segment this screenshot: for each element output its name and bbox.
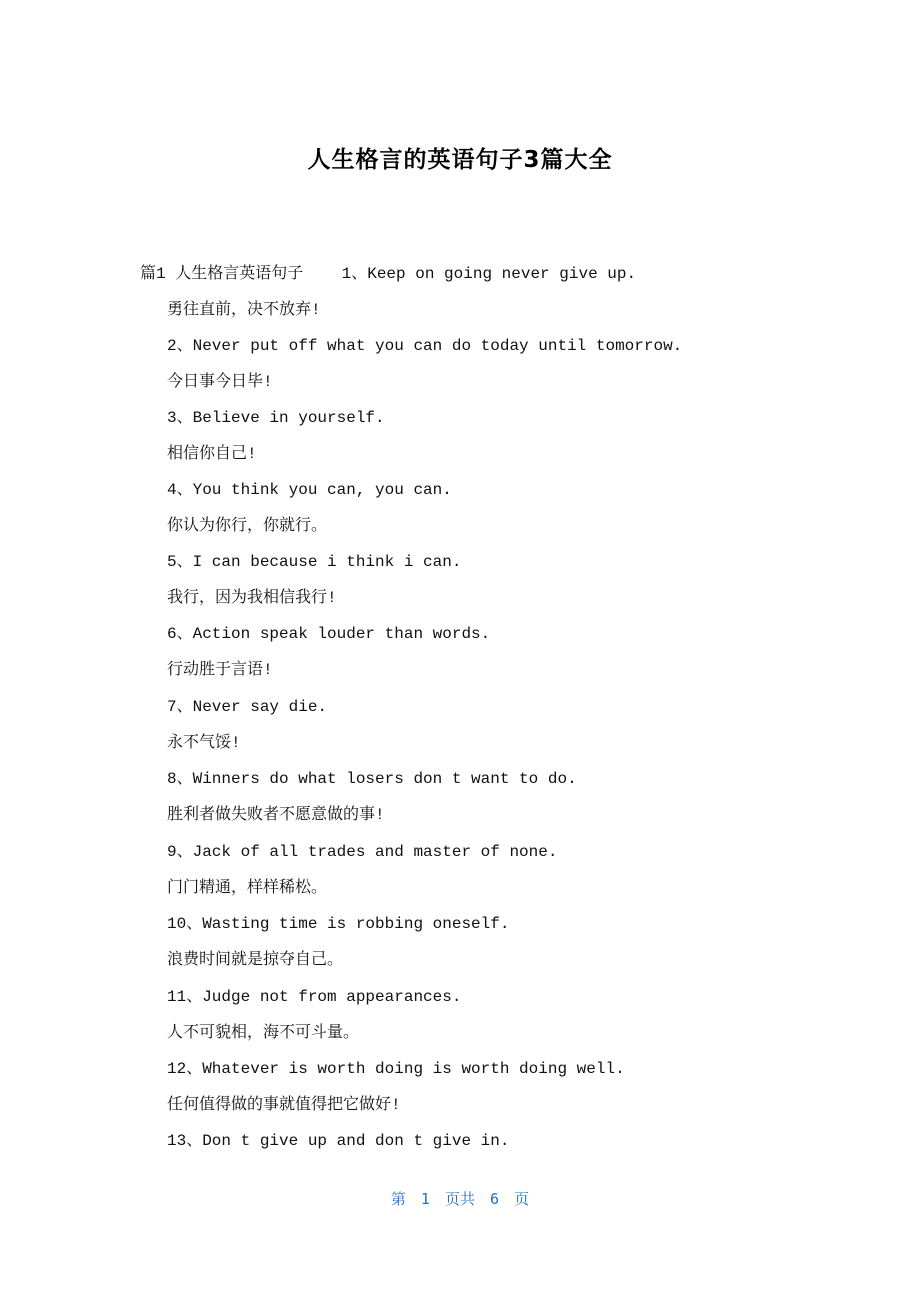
quote-english: 8、Winners do what losers don t want to do. (167, 770, 577, 788)
first-line (140, 264, 636, 284)
quote-chinese: 永不气馁! (167, 734, 241, 752)
quote-chinese: 行动胜于言语! (167, 661, 273, 679)
quote-english: 5、I can because i think i can. (167, 553, 462, 571)
quote-chinese: 浪费时间就是掠夺自己。 (167, 951, 344, 969)
quote-english: 4、You think you can, you can. (167, 481, 452, 499)
quote-english: 7、Never say die. (167, 698, 328, 716)
quote-chinese: 你认为你行，你就行。 (167, 517, 328, 535)
quote-chinese: 勇往直前，决不放弃! (167, 301, 321, 319)
quote-english: 13、Don t give up and don t give in. (167, 1132, 510, 1150)
quote-english: 1、Keep on going never give up. (341, 265, 637, 283)
quote-english: 3、Believe in yourself. (167, 409, 385, 427)
quote-english: 9、Jack of all trades and master of none. (167, 843, 558, 861)
quote-chinese: 胜利者做失败者不愿意做的事! (167, 806, 385, 824)
quote-chinese: 今日事今日毕! (167, 373, 273, 391)
quote-english: 11、Judge not from appearances. (167, 988, 462, 1006)
page-footer: 第 1 页共 6 页 (390, 1190, 530, 1208)
quote-chinese: 门门精通，样样稀松。 (167, 879, 328, 897)
section-heading: 篇1 人生格言英语句子 (140, 265, 304, 283)
page-title: 人生格言的英语句子3篇大全 (307, 147, 613, 173)
quote-chinese: 我行，因为我相信我行! (167, 589, 337, 607)
quote-english: 2、Never put off what you can do today until tomorrow. (167, 337, 683, 355)
quote-english: 10、Wasting time is robbing oneself. (167, 915, 510, 933)
quote-english: 12、Whatever is worth doing is worth doing well. (167, 1060, 625, 1078)
quote-chinese: 相信你自己! (167, 445, 257, 463)
quote-chinese: 任何值得做的事就值得把它做好! (167, 1096, 401, 1114)
quote-english: 6、Action speak louder than words. (167, 625, 491, 643)
quote-chinese: 人不可貌相，海不可斗量。 (167, 1024, 360, 1042)
